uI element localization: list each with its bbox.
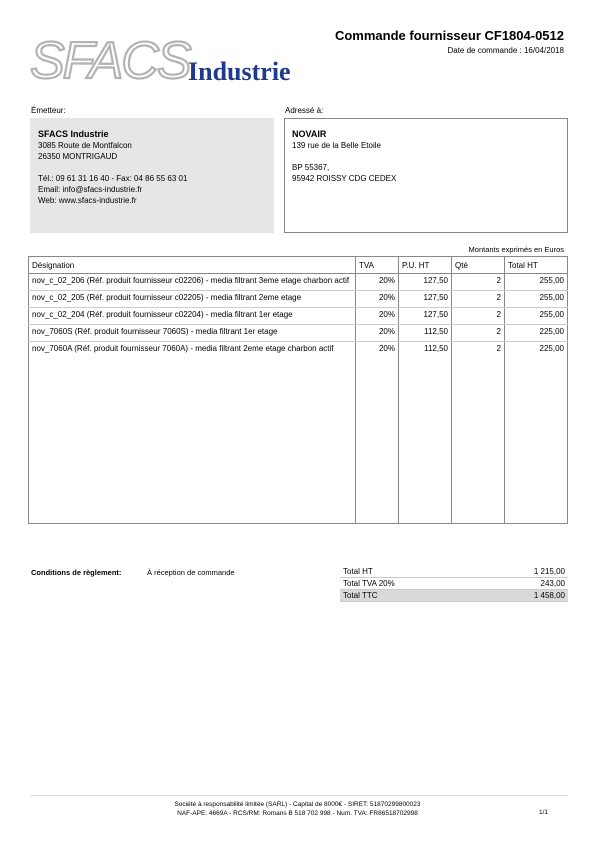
logo-industrie-text: Industrie	[188, 57, 291, 86]
table-row	[29, 308, 568, 325]
currency-note: Montants exprimés en Euros	[468, 245, 564, 254]
row-designation: nov_c_02_206 (Réf. produit fournisseur c02206) - media filtrant 3eme etage charbon actif	[29, 274, 356, 291]
sender-web: Web: www.sfacs-industrie.fr	[38, 196, 137, 205]
recipient-address-line1: 139 rue de la Belle Etoile	[292, 141, 381, 150]
row-designation: nov_c_02_204 (Réf. produit fournisseur c02204) - media filtrant 1er etage	[29, 308, 356, 325]
company-logo	[30, 30, 320, 90]
row-quantity: 2	[452, 308, 505, 325]
total-ttc-row	[340, 590, 568, 602]
sender-phone: Tél.: 09 61 31 16 40 - Fax: 04 86 55 63 01	[38, 174, 188, 183]
table-row	[29, 325, 568, 342]
row-quantity: 2	[452, 325, 505, 342]
sender-label: Émetteur:	[31, 106, 66, 115]
row-total: 225,00	[505, 342, 568, 524]
row-unit-price: 127,50	[399, 274, 452, 291]
document-title: Commande fournisseur CF1804-0512	[334, 28, 564, 43]
row-tva: 20%	[356, 308, 399, 325]
total-ttc-label: Total TTC	[340, 590, 479, 602]
footer-line1: Société à responsabilité limitée (SARL) - Capital de 8000€ - SIRET: 51870299800023	[174, 801, 421, 808]
order-date: Date de commande : 16/04/2018	[447, 46, 564, 55]
footer-line2: NAF-APE: 4669A - RCS/RM: Romans B 518 702 998 - Num. TVA: FR86518702998	[177, 810, 418, 817]
table-row	[29, 274, 568, 291]
header-unit-price: P.U. HT	[399, 257, 452, 274]
footer	[0, 800, 595, 818]
row-total: 255,00	[505, 274, 568, 291]
payment-terms-label: Conditions de règlement:	[31, 568, 122, 577]
payment-terms-value: À réception de commande	[147, 568, 235, 577]
sender-address-line1: 3085 Route de Montfalcon	[38, 141, 132, 150]
row-unit-price: 112,50	[399, 342, 452, 524]
total-ht-label: Total HT	[340, 566, 479, 578]
total-tva-label: Total TVA 20%	[340, 578, 479, 590]
row-unit-price: 112,50	[399, 325, 452, 342]
footer-divider	[30, 795, 568, 796]
sender-name: SFACS Industrie	[38, 129, 109, 139]
header-quantity: Qté	[452, 257, 505, 274]
table-header-row	[29, 257, 568, 274]
totals-table	[340, 566, 568, 602]
row-total: 255,00	[505, 291, 568, 308]
total-ht-value: 1 215,00	[479, 566, 568, 578]
row-designation: nov_7060S (Réf. produit fournisseur 7060S) - media filtrant 1er etage	[29, 325, 356, 342]
logo-sfacs-text: SFACS	[30, 32, 190, 90]
sender-box	[30, 118, 274, 233]
row-designation: nov_7060A (Réf. produit fournisseur 7060A) - media filtrant 2eme etage charbon actif	[29, 342, 356, 524]
row-tva: 20%	[356, 291, 399, 308]
row-total: 255,00	[505, 308, 568, 325]
row-unit-price: 127,50	[399, 291, 452, 308]
row-quantity: 2	[452, 291, 505, 308]
total-tva-value: 243,00	[479, 578, 568, 590]
row-designation: nov_c_02_205 (Réf. produit fournisseur c02205) - media filtrant 2eme etage	[29, 291, 356, 308]
total-ht-row	[340, 566, 568, 578]
row-tva: 20%	[356, 342, 399, 524]
header-total: Total HT	[505, 257, 568, 274]
row-quantity: 2	[452, 342, 505, 524]
row-tva: 20%	[356, 274, 399, 291]
recipient-box	[284, 118, 568, 233]
header-designation: Désignation	[29, 257, 356, 274]
total-tva-row	[340, 578, 568, 590]
sender-email: Email: info@sfacs-industrie.fr	[38, 185, 143, 194]
recipient-address-line2: BP 55367,	[292, 163, 330, 172]
sender-address-line2: 26350 MONTRIGAUD	[38, 152, 118, 161]
row-quantity: 2	[452, 274, 505, 291]
order-lines-table	[28, 256, 568, 524]
recipient-label: Adressé à:	[285, 106, 324, 115]
row-unit-price: 127,50	[399, 308, 452, 325]
total-ttc-value: 1 458,00	[479, 590, 568, 602]
table-row	[29, 291, 568, 308]
row-total: 225,00	[505, 325, 568, 342]
header-tva: TVA	[356, 257, 399, 274]
recipient-address-line3: 95942 ROISSY CDG CEDEX	[292, 174, 397, 183]
page-number: 1/1	[538, 809, 548, 816]
table-row	[29, 342, 568, 524]
row-tva: 20%	[356, 325, 399, 342]
recipient-name: NOVAIR	[292, 129, 327, 139]
